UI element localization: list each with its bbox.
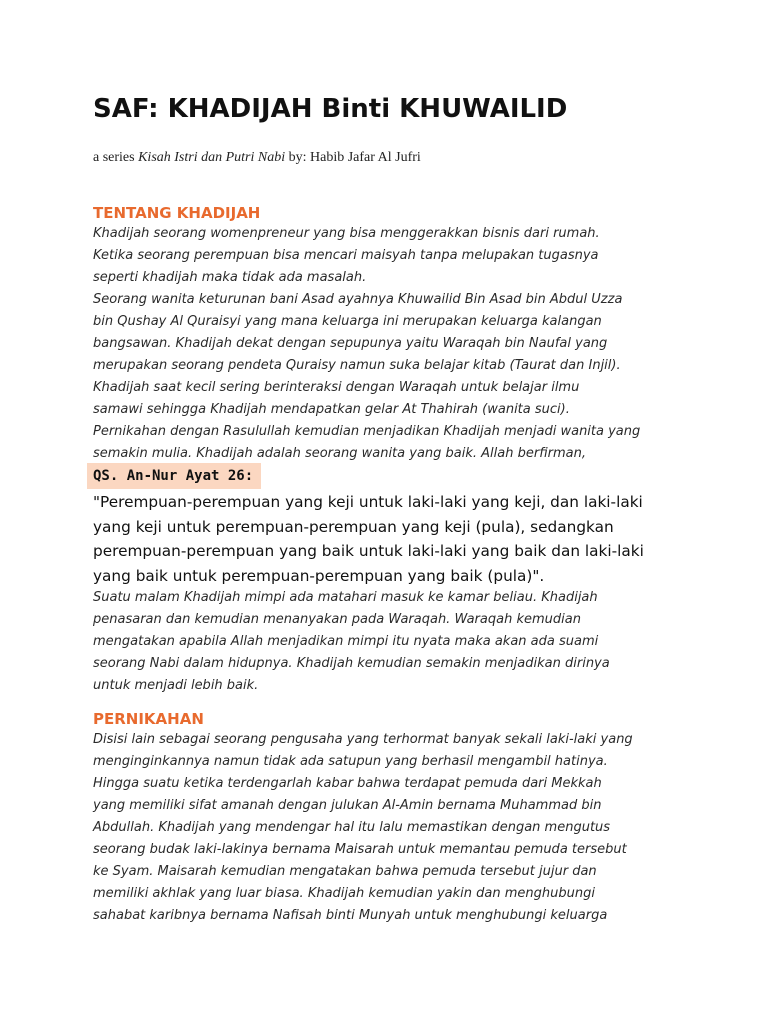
byline: [93, 149, 421, 167]
section-paragraph-dream: [93, 587, 683, 697]
verse-quote: [93, 490, 693, 588]
text-line: Hingga suatu ketika terdengarlah kabar bahwa terdapat pemuda dari Mekkah: [93, 776, 602, 791]
author-name: Habib Jafar Al Jufri: [310, 150, 421, 165]
text-line: bangsawan. Khadijah dekat dengan sepupunya yaitu Waraqah bin Naufal yang: [93, 336, 608, 351]
text-line: seorang Nabi dalam hidupnya. Khadijah kemudian semakin menjadikan dirinya: [93, 656, 610, 671]
text-line: semakin mulia. Khadijah adalah seorang wanita yang baik. Allah berfirman,: [93, 446, 586, 461]
text-line: sahabat karibnya bernama Nafisah binti Munyah untuk menghubungi keluarga: [93, 908, 608, 923]
text-line: yang memiliki sifat amanah dengan julukan Al-Amin bernama Muhammad bin: [93, 798, 602, 813]
text-line: Seorang wanita keturunan bani Asad ayahnya Khuwailid Bin Asad bin Abdul Uzza: [93, 292, 623, 307]
text-line: Khadijah saat kecil sering berinteraksi dengan Waraqah untuk belajar ilmu: [93, 380, 580, 395]
text-line: untuk menjadi lebih baik.: [93, 678, 259, 693]
text-line: Ketika seorang perempuan bisa mencari maisyah tanpa melupakan tugasnya: [93, 248, 599, 263]
text-line: penasaran dan kemudian menanyakan pada Waraqah. Waraqah kemudian: [93, 612, 581, 627]
byline-prefix: a series: [93, 150, 139, 165]
text-line: Abdullah. Khadijah yang mendengar hal itu lalu memastikan dengan mengutus: [93, 820, 611, 835]
text-line: Disisi lain sebagai seorang pengusaha yang terhormat banyak sekali laki-laki yang: [93, 732, 633, 747]
text-line: perempuan-perempuan yang baik untuk laki-laki yang baik dan laki-laki: [93, 542, 644, 560]
text-line: "Perempuan-perempuan yang keji untuk laki-laki yang keji, dan laki-laki: [93, 493, 643, 511]
section-paragraph-pernikahan: [93, 729, 683, 927]
text-line: ke Syam. Maisarah kemudian mengatakan bahwa pemuda tersebut jujur dan: [93, 864, 597, 879]
text-line: Pernikahan dengan Rasulullah kemudian menjadikan Khadijah menjadi wanita yang: [93, 424, 641, 439]
text-line: bin Qushay Al Quraisyi yang mana keluarga ini merupakan keluarga kalangan: [93, 314, 602, 329]
text-line: merupakan seorang pendeta Quraisy namun suka belajar kitab (Taurat dan Injil).: [93, 358, 621, 373]
text-line: Suatu malam Khadijah mimpi ada matahari masuk ke kamar beliau. Khadijah: [93, 590, 598, 605]
text-line: menginginkannya namun tidak ada satupun yang berhasil mengambil hatinya.: [93, 754, 608, 769]
text-line: memiliki akhlak yang luar biasa. Khadijah kemudian yakin dan menghubungi: [93, 886, 595, 901]
text-line: yang keji untuk perempuan-perempuan yang keji (pula), sedangkan: [93, 517, 614, 536]
text-line: seorang budak laki-lakinya bernama Maisarah untuk memantau pemuda tersebut: [93, 842, 627, 857]
text-line: Khadijah seorang womenpreneur yang bisa menggerakkan bisnis dari rumah.: [93, 226, 600, 241]
section-heading-tentang-khadijah: TENTANG KHADIJAH: [93, 204, 261, 222]
text-line: mengatakan apabila Allah menjadikan mimpi itu nyata maka akan ada suami: [93, 634, 599, 649]
text-line: yang baik untuk perempuan-perempuan yang baik (pula)".: [93, 566, 545, 585]
verse-reference-label: QS. An-Nur Ayat 26:: [87, 463, 261, 489]
text-line: samawi sehingga Khadijah mendapatkan gelar At Thahirah (wanita suci).: [93, 402, 570, 417]
section-paragraph-tentang-khadijah: [93, 223, 683, 465]
text-line: seperti khadijah maka tidak ada masalah.: [93, 270, 367, 285]
byline-by: by:: [285, 150, 311, 165]
series-name: Kisah Istri dan Putri Nabi: [138, 150, 286, 165]
section-heading-pernikahan: PERNIKAHAN: [93, 710, 204, 728]
document-title: SAF: KHADIJAH Binti KHUWAILID: [93, 94, 568, 124]
